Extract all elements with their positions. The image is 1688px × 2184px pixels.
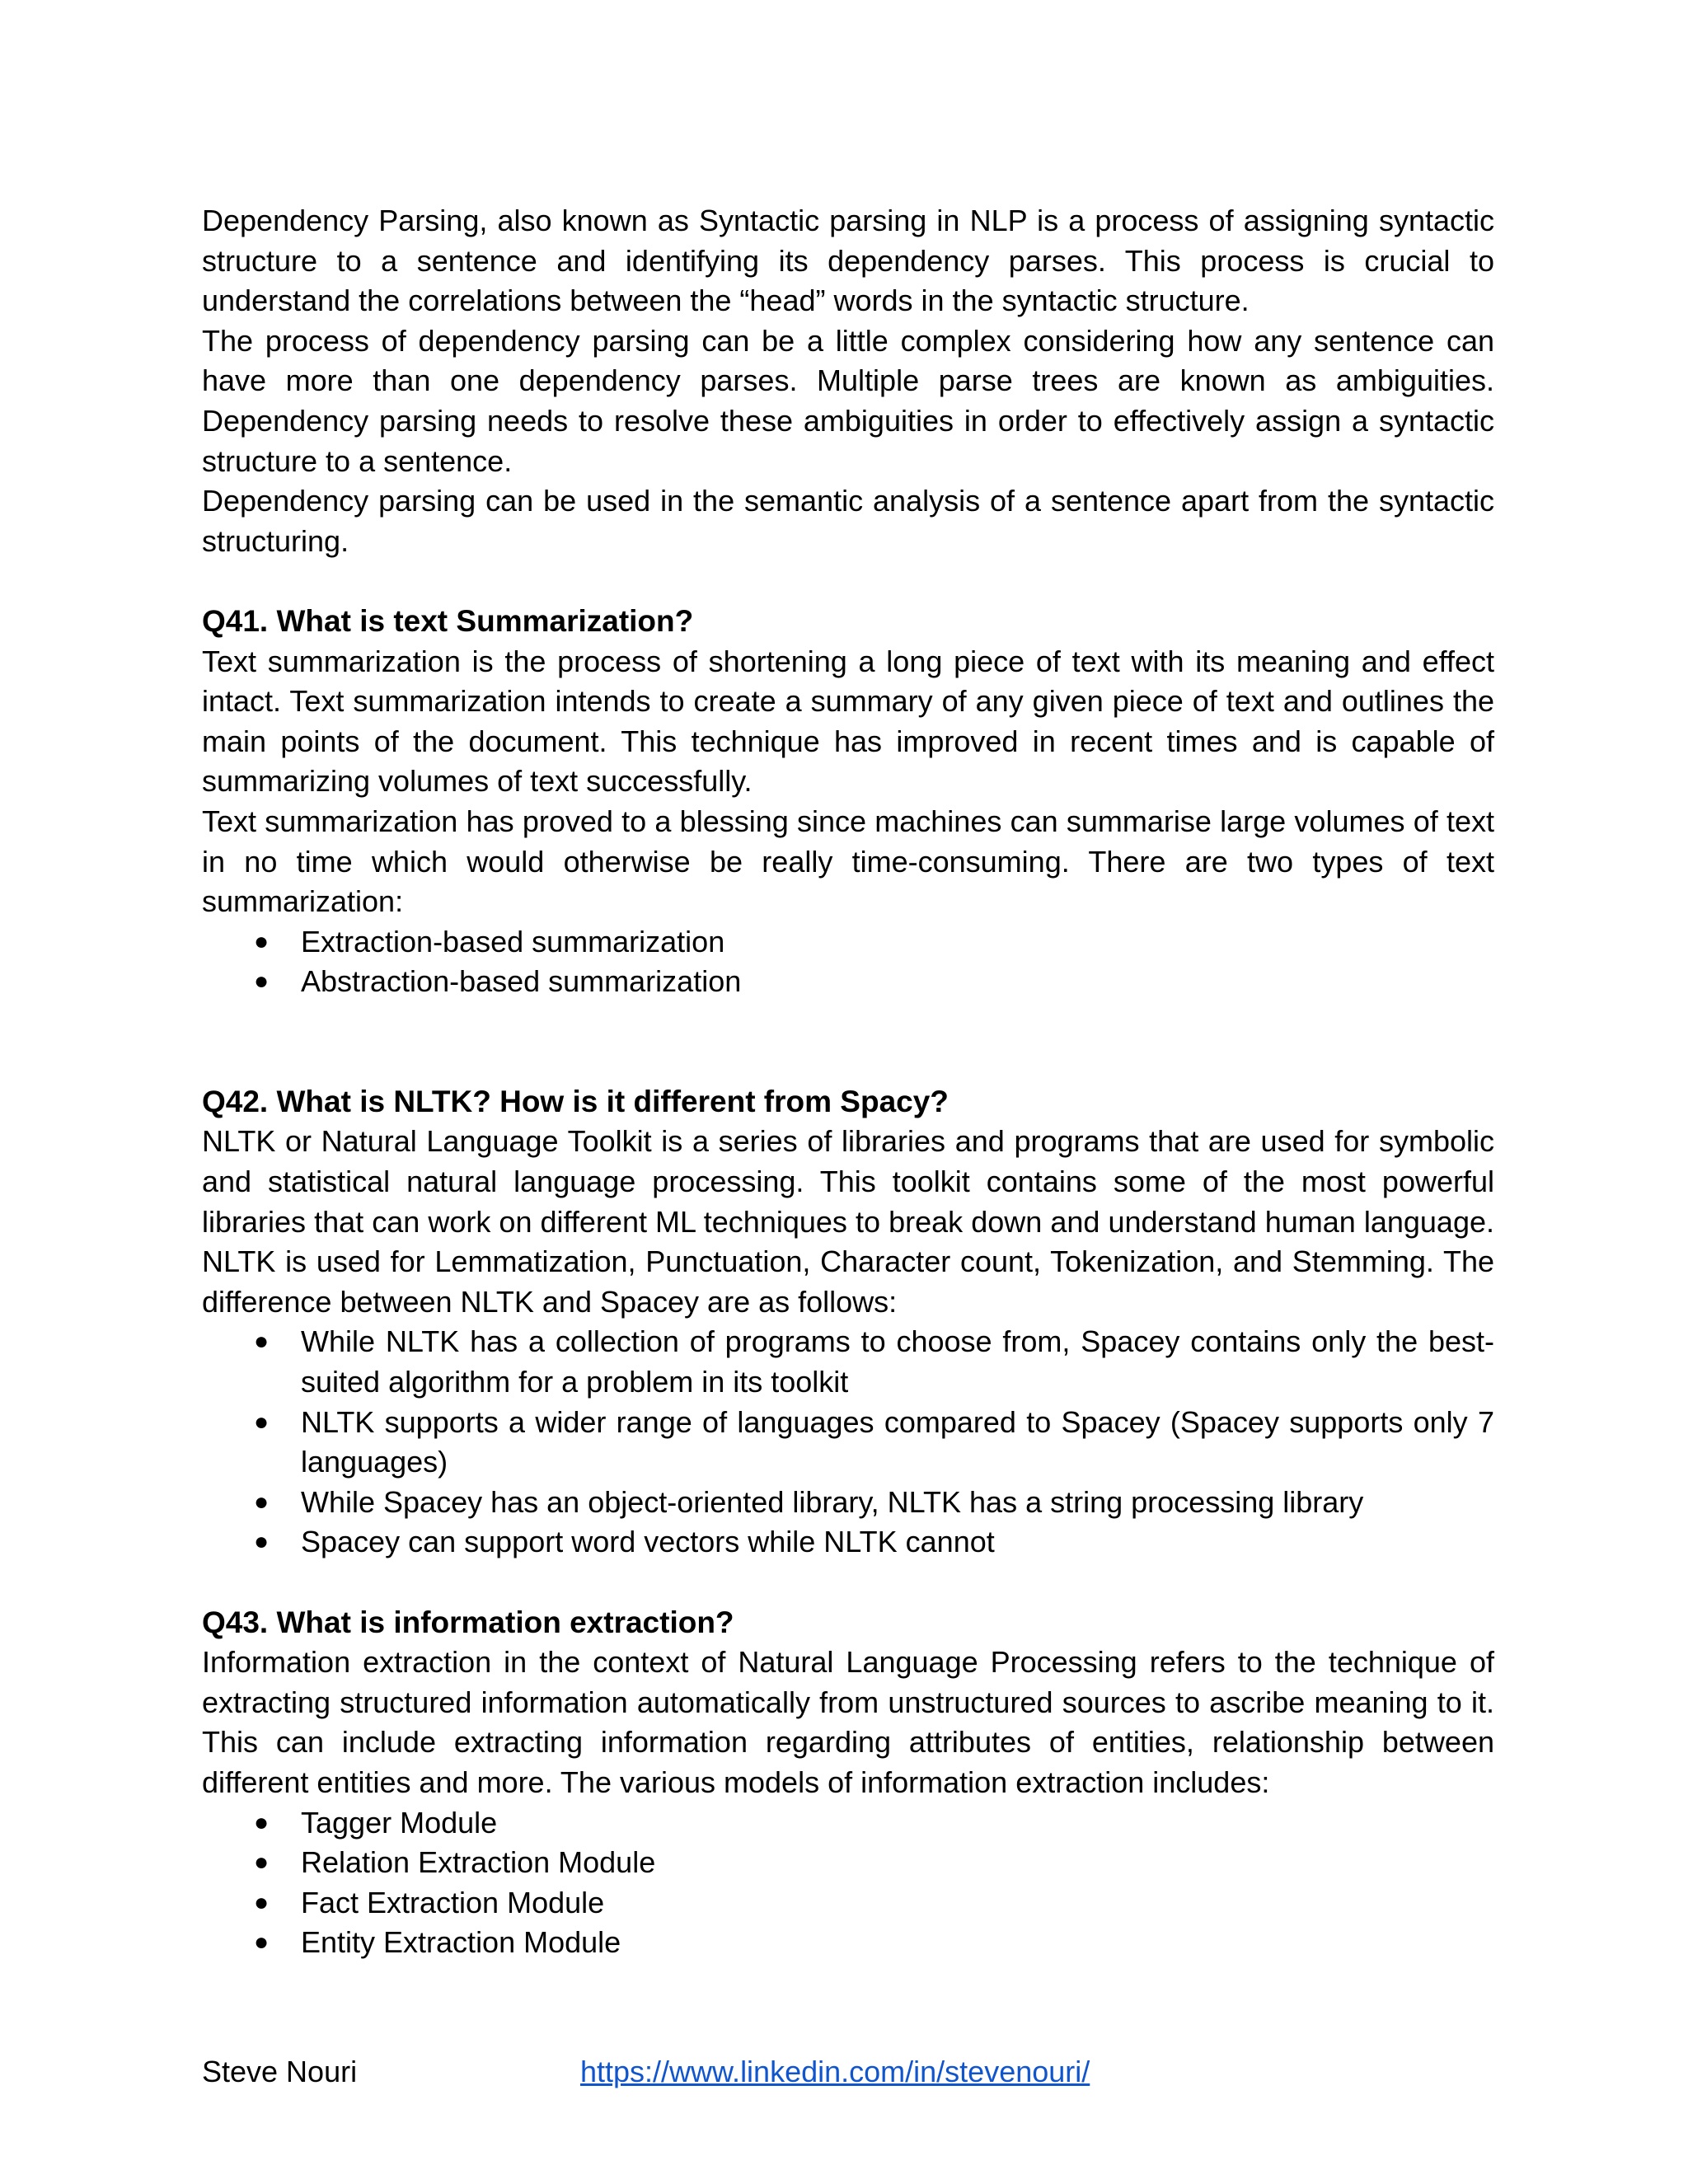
q41-heading: Q41. What is text Summarization? (202, 603, 694, 638)
section-spacer (202, 561, 1494, 602)
bullet-icon: ● (254, 927, 270, 955)
q41-paragraph: Text summarization has proved to a blessing since machines can summarise large volumes of text in no time which would otherwise be really time-consuming. There are two types of text summarization: (202, 804, 1494, 919)
q43-bullet-list (202, 1803, 1494, 1963)
list-item (202, 1883, 1494, 1924)
list-item (202, 1322, 1494, 1402)
bullet-icon: ● (254, 1328, 270, 1356)
list-item-text: Relation Extraction Module (301, 1845, 656, 1880)
q43-heading: Q43. What is information extraction? (202, 1605, 734, 1639)
q42-bullet-list (202, 1322, 1494, 1563)
list-item-text: While NLTK has a collection of programs to choose from, Spacey contains only the best-suited algorithm for a problem in its toolkit (301, 1324, 1494, 1399)
list-item (202, 922, 1494, 963)
q42-heading: Q42. What is NLTK? How is it different from Spacy? (202, 1084, 949, 1118)
list-item-text: Abstraction-based summarization (301, 964, 742, 999)
intro-paragraph: Dependency parsing can be used in the semantic analysis of a sentence apart from the syntactic structuring. (202, 484, 1494, 558)
footer-linkedin-link[interactable]: https://www.linkedin.com/in/stevenouri/ (580, 2055, 1090, 2088)
section-spacer (202, 1563, 1494, 1603)
document-body (202, 201, 1494, 1963)
intro-paragraph: Dependency Parsing, also known as Syntactic parsing in NLP is a process of assigning syntactic structure to a sentence and identifying its dependency parses. This process is crucial to understand the correlations between the “head” words in the syntactic structure. (202, 204, 1494, 318)
footer-author: Steve Nouri (202, 2055, 358, 2088)
intro-section (202, 201, 1494, 561)
q41-section (202, 602, 1494, 1002)
q43-section (202, 1603, 1494, 1963)
list-item-text: While Spacey has an object-oriented library, NLTK has a string processing library (301, 1484, 1364, 1519)
list-item (202, 962, 1494, 1002)
q41-bullet-list (202, 922, 1494, 1002)
list-item-text: Tagger Module (301, 1805, 498, 1840)
q43-paragraph: Information extraction in the context of Natural Language Processing refers to the technique of extracting structured information automatically from unstructured sources to ascribe meaning to it. This can include extracting information regarding attributes of entities, relationship between different entities and more. The various models of information extraction includes: (202, 1645, 1494, 1799)
list-item-text: Spacey can support word vectors while NLTK cannot (301, 1525, 995, 1559)
intro-paragraph: The process of dependency parsing can be a little complex considering how any sentence can have more than one dependency parses. Multiple parse trees are known as ambiguities. Dependency parsing needs to resolve these ambiguities in order to effectively assign a syntactic structure to a sentence. (202, 323, 1494, 478)
list-item (202, 1843, 1494, 1883)
q42-paragraph: NLTK or Natural Language Toolkit is a series of libraries and programs that are used for symbolic and statistical natural language processing. This toolkit contains some of the most powerful libraries that can work on different ML techniques to break down and understand human language. NLTK is used for Lemmatization, Punctuation, Character count, Tokenization, and Stemming. The difference between NLTK and Spacey are as follows: (202, 1124, 1494, 1319)
bullet-icon: ● (254, 968, 270, 996)
bullet-icon: ● (254, 1849, 270, 1877)
list-item-text: Entity Extraction Module (301, 1925, 621, 1960)
list-item-text: Extraction-based summarization (301, 924, 725, 958)
bullet-icon: ● (254, 1888, 270, 1916)
list-item (202, 1483, 1494, 1523)
q41-paragraph: Text summarization is the process of shortening a long piece of text with its meaning and effect intact. Text summarization intends to create a summary of any given piece of text and outlines the main points of the document. This technique has improved in recent times and is capable of summarizing volumes of text successfully. (202, 644, 1494, 799)
section-spacer (202, 1002, 1494, 1082)
bullet-icon: ● (254, 1408, 270, 1436)
q42-section (202, 1082, 1494, 1563)
list-item (202, 1403, 1494, 1483)
list-item-text: NLTK supports a wider range of languages compared to Spacey (Spacey supports only 7 languages) (301, 1404, 1494, 1479)
list-item (202, 1803, 1494, 1844)
list-item (202, 1923, 1494, 1963)
list-item (202, 1522, 1494, 1563)
list-item-text: Fact Extraction Module (301, 1885, 605, 1919)
bullet-icon: ● (254, 1808, 270, 1836)
bullet-icon: ● (254, 1528, 270, 1556)
bullet-icon: ● (254, 1488, 270, 1516)
bullet-icon: ● (254, 1929, 270, 1957)
